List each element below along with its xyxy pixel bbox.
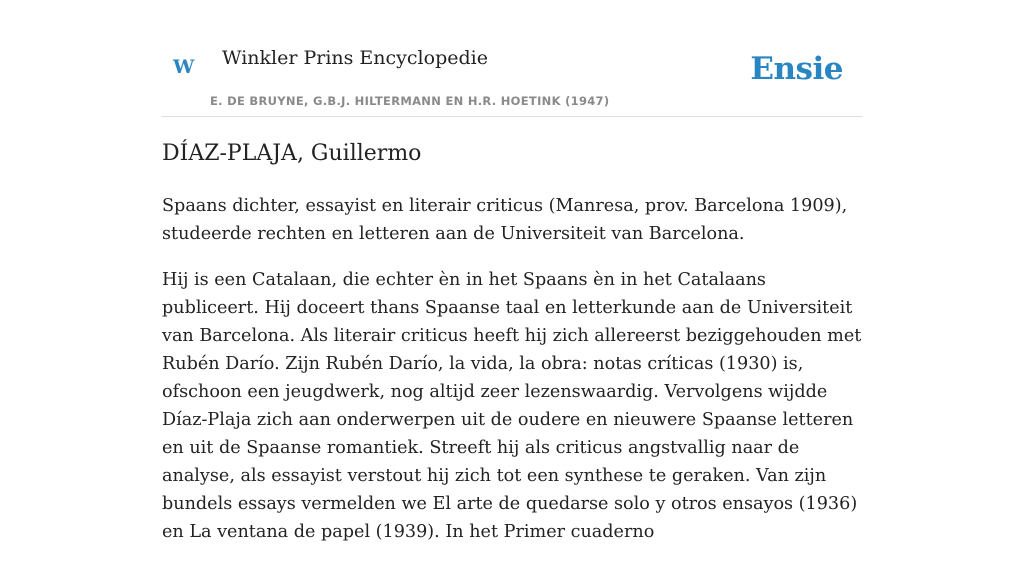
article-paragraph: Spaans dichter, essayist en literair criticus (Manresa, prov. Barcelona 1909), studeerde rechten en letteren aan de Universiteit van Barcelona. [162,196,848,244]
source-logo[interactable]: w [173,49,195,80]
article-title: DÍAZ-PLAJA, Guillermo [162,141,422,166]
source-title[interactable]: Winkler Prins Encyclopedie [222,47,488,69]
article-body [162,192,862,564]
source-authors: E. DE BRUYNE, G.B.J. HILTERMANN EN H.R. HOETINK (1947) [210,94,610,108]
article-paragraph: Hij is een Catalaan, die echter èn in het Spaans èn in het Catalaans publiceert. Hij doceert thans Spaanse taal en letterkunde aan de Universiteit van Barcelona. Als literair criticus heeft hij zich allereerst beziggehouden met Rubén Darío. Zijn Rubén Darío, la vida, la obra: notas críticas (1930) is, ofschoon een jeugdwerk, nog altijd zeer lezenswaardig. Vervolgens wijdde Díaz-Plaja zich aan onderwerpen uit de oudere en nieuwere Spaanse letteren en uit de Spaanse romantiek. Streeft hij als criticus angstvallig naar de analyse, als essayist verstout hij zich tot een synthese te geraken. Van zijn bundels essays vermelden we El arte de quedarse solo y otros ensayos (1936) en La ventana de papel (1939). In het Primer cuaderno [162,270,862,542]
ensie-logo[interactable]: Ensie [750,51,843,87]
article-page [162,0,862,542]
source-header [162,0,862,117]
